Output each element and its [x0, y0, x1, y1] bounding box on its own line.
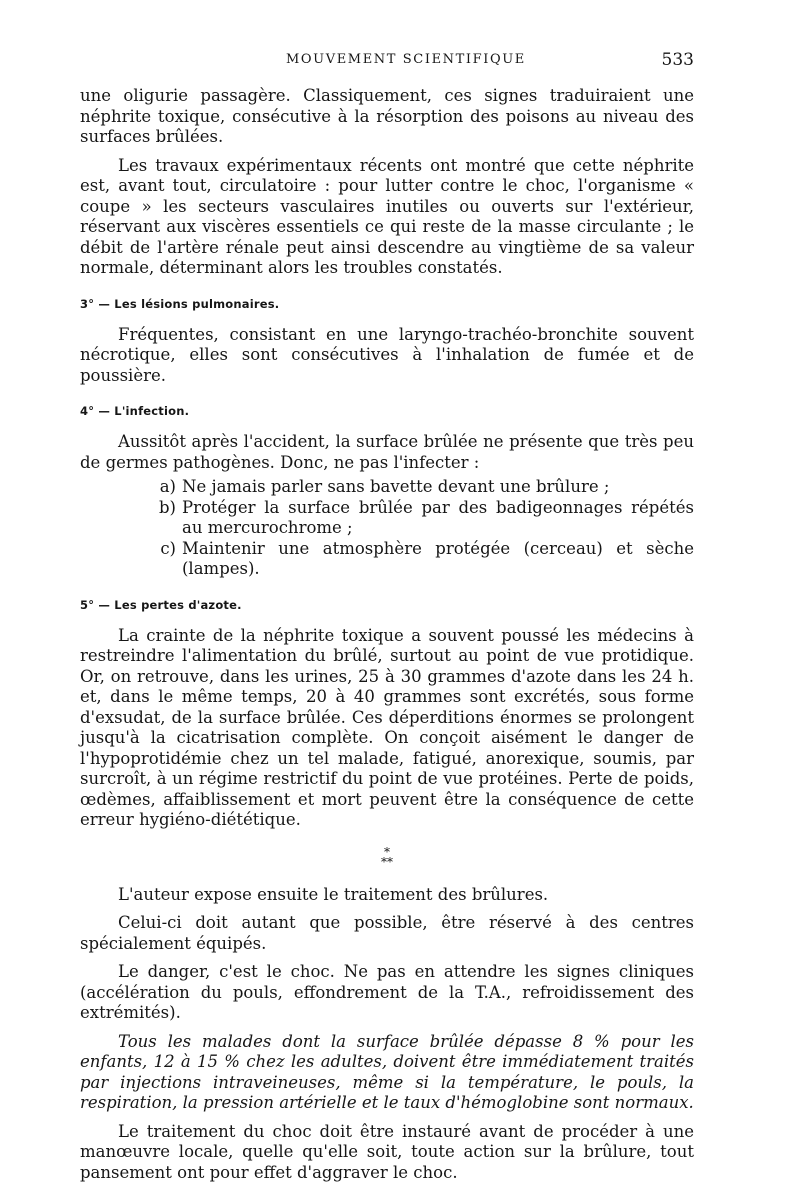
section-heading-3 [80, 297, 694, 311]
section-4-text: Aussitôt après l'accident, la surface brûlée ne présente que très peu de germes pathogènes. Donc, ne pas l'infecter : [80, 432, 694, 472]
section-dash: — [98, 597, 111, 612]
precautions-list [80, 477, 694, 580]
section-3-text: Fréquentes, consistant en une laryngo-trachéo-bronchite souvent nécrotique, elles sont consécutives à l'inhalation de fumée et de poussière. [80, 324, 694, 385]
list-item [80, 498, 694, 539]
article-body [80, 86, 694, 1183]
section-dash: — [98, 296, 111, 311]
paragraph-travaux: Les travaux expérimentaux récents ont montré que cette néphrite est, avant tout, circulatoire : pour lutter contre le choc, l'organisme « coupe » les secteurs vasculaires inutiles ou ouverts sur l'extérieur, réservant aux viscères essentiels ce qui reste de la masse circulante ; le débit de l'artère rénale peut ainsi descendre au vingtième de sa valeur normale, déterminant alors les troubles constatés. [80, 155, 694, 277]
list-text: Maintenir une atmosphère protégée (cerceau) et sèche (lampes). [182, 538, 694, 578]
list-text: Protéger la surface brûlée par des badigeonnages répétés au mercurochrome ; [182, 497, 694, 537]
asterism-separator [80, 844, 694, 869]
section-heading-4 [80, 404, 694, 418]
section-title: L'infection. [114, 404, 190, 418]
section-title: Les pertes d'azote. [114, 597, 242, 612]
list-marker: c) [160, 538, 176, 558]
list-item [80, 477, 694, 498]
intro-paragraph: une oligurie passagère. Classiquement, ces signes traduiraient une néphrite toxique, consécutive à la résorption des poisons au niveau des surfaces brûlées. [80, 86, 694, 146]
list-marker: b) [159, 497, 176, 517]
running-title: MOUVEMENT SCIENTIFIQUE [286, 52, 526, 67]
closing-paragraph-3: Le danger, c'est le choc. Ne pas en attendre les signes cliniques (accélération du pouls, effondrement de la T.A., refroidissement des extrémités). [80, 962, 694, 1022]
section-5-text: La crainte de la néphrite toxique a souvent poussé les médecins à restreindre l'alimentation du brûlé, surtout au point de vue protidique. Or, on retrouve, dans les urines, 25 à 30 grammes d'azote dans les 24 h. et, dans le même temps, 20 à 40 grammes sont excrétés, sous forme d'exsudat, de la surface brûlée. Ces déperditions énormes se prolongent jusqu'à la cicatrisation complète. On conçoit aisément le danger de l'hypoprotidémie chez un tel malade, fatigué, anorexique, soumis, par surcroît, à un régime restrictif du point de vue protéines. Perte de poids, œdèmes, affaiblissement et mort peuvent être la conséquence de cette erreur hygiéno-diététique. [80, 625, 694, 829]
section-number: 4° [80, 404, 95, 418]
closing-paragraph-2: Celui-ci doit autant que possible, être réservé à des centres spécialement équipés. [80, 913, 694, 953]
section-title: Les lésions pulmonaires. [114, 296, 280, 311]
page-header [80, 52, 694, 72]
closing-paragraph-1: L'auteur expose ensuite le traitement des brûlures. [118, 884, 549, 904]
list-item [80, 539, 694, 580]
list-marker: a) [159, 477, 176, 496]
section-dash: — [98, 404, 111, 418]
section-number: 3° [80, 296, 95, 311]
asterism-bottom: ** [381, 854, 393, 869]
closing-paragraph-italic: Tous les malades dont la surface brûlée dépasse 8 % pour les enfants, 12 à 15 % chez les adultes, doivent être immédiatement traités par injections intraveineuses, même si la température, le pouls, la respiration, la pression artérielle et le taux d'hémoglobine sont normaux. [80, 1031, 694, 1112]
page-number: 533 [661, 50, 694, 70]
closing-paragraph-5: Le traitement du choc doit être instauré avant de procéder à une manœuvre locale, quelle qu'elle soit, toute action sur la brûlure, tout pansement ont pour effet d'aggraver le choc. [80, 1121, 694, 1182]
section-number: 5° [80, 597, 95, 612]
list-text: Ne jamais parler sans bavette devant une brûlure ; [182, 477, 610, 496]
section-heading-5 [80, 598, 694, 612]
asterism-top: * [384, 844, 390, 859]
